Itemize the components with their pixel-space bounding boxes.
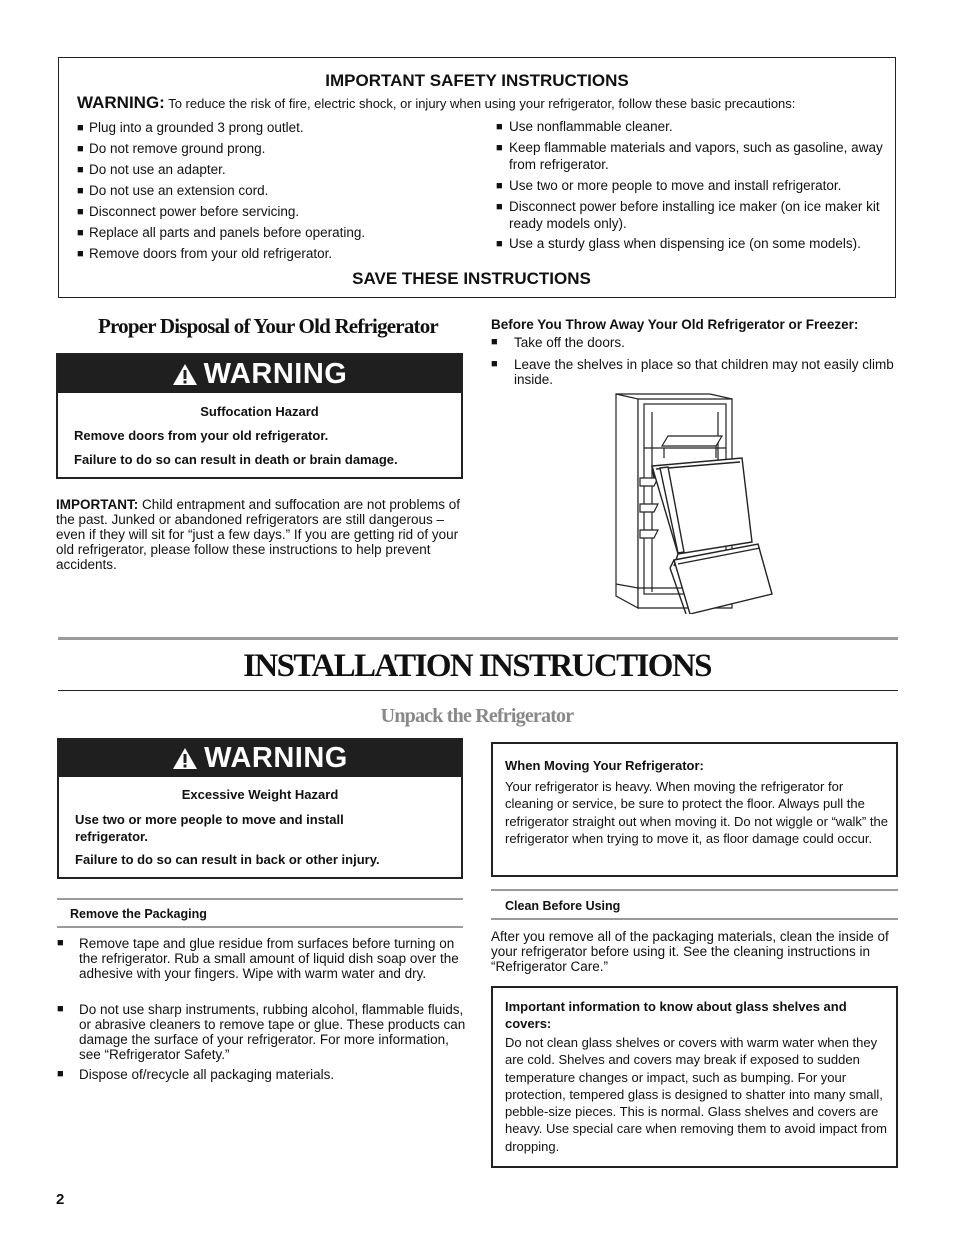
item-text: Do not remove ground prong. bbox=[89, 141, 266, 156]
item-text: Use a sturdy glass when dispensing ice (on some models). bbox=[509, 236, 861, 251]
safety-warning-line bbox=[77, 93, 887, 113]
warning-triangle-icon bbox=[172, 747, 198, 770]
safety-left-item bbox=[77, 161, 489, 178]
important-text: Child entrapment and suffocation are not problems of the past. Junked or abandoned refrigerators are still dangerous – even if they will sit for “just a few days.” If you are getting rid of your old refrigerator, please follow these instructions to help prevent accidents. bbox=[56, 497, 460, 572]
weight-warning-box bbox=[57, 738, 463, 879]
packaging-rule-bottom bbox=[57, 926, 463, 928]
important-paragraph bbox=[56, 497, 463, 572]
installation-title: INSTALLATION INSTRUCTIONS bbox=[243, 648, 711, 684]
suffocation-warning-box bbox=[56, 353, 463, 479]
warning-triangle-icon bbox=[172, 363, 198, 386]
bullet-square: ■ bbox=[491, 358, 498, 370]
packaging-item bbox=[57, 1067, 469, 1082]
safety-title: IMPORTANT SAFETY INSTRUCTIONS bbox=[325, 71, 629, 90]
item-text: Remove doors from your old refrigerator. bbox=[89, 246, 333, 261]
hazard-line-2: Failure to do so can result in back or other injury. bbox=[75, 852, 380, 867]
packaging-item bbox=[57, 1002, 469, 1062]
hazard-title: Excessive Weight Hazard bbox=[181, 787, 339, 802]
clean-text: After you remove all of the packaging materials, clean the inside of your refrigerator before using it. See the cleaning instructions in “Refrigerator Care.” bbox=[491, 929, 889, 974]
safety-warning-label: WARNING: bbox=[77, 93, 165, 112]
page-number: 2 bbox=[56, 1191, 65, 1208]
safety-instructions-box bbox=[58, 57, 896, 298]
item-text: Do not use an adapter. bbox=[89, 162, 226, 177]
packaging-rule-top bbox=[57, 898, 463, 900]
hazard-line-2: Failure to do so can result in death or brain damage. bbox=[74, 452, 398, 467]
item-text: Do not use sharp instruments, rubbing alcohol, flammable fluids, or abrasive cleaners to remove tape or glue. These products can damage the surface of your refrigerator. For more information, see “Refrigerator Safety.” bbox=[79, 1002, 466, 1062]
item-text: Replace all parts and panels before operating. bbox=[89, 225, 366, 240]
refrigerator-doors-removed-illustration bbox=[612, 392, 777, 614]
packaging-item bbox=[57, 936, 471, 981]
safety-warning-text: To reduce the risk of fire, electric shock, or injury when using your refrigerator, follow these basic precautions: bbox=[168, 96, 796, 111]
bullet-square: ■ bbox=[57, 1068, 64, 1080]
section-rule-top bbox=[58, 637, 898, 640]
packaging-heading: Remove the Packaging bbox=[70, 907, 207, 921]
before-item bbox=[491, 334, 914, 351]
item-text: Disconnect power before installing ice maker (on ice maker kit ready models only). bbox=[509, 199, 880, 231]
glass-text: Do not clean glass shelves or covers with warm water when they are cold. Shelves and covers may break if exposed to sudden temperature changes or impact, such as bumping. For your protection, tempered glass is designed to shatter into many small, pebble-size pieces. This is normal. Glass shelves and covers are heavy. Use special care when removing them to avoid impact from dropping. bbox=[505, 1035, 887, 1154]
item-text: Do not use an extension cord. bbox=[89, 183, 269, 198]
item-text: Use nonflammable cleaner. bbox=[509, 119, 673, 134]
bullet-square: ■ bbox=[491, 336, 498, 348]
item-text: Take off the doors. bbox=[514, 335, 625, 350]
safety-right-item bbox=[496, 118, 889, 135]
safety-right-item bbox=[496, 177, 889, 194]
bullet-square: ■ bbox=[57, 1003, 64, 1015]
glass-shelves-box bbox=[491, 986, 898, 1168]
item-text: Remove tape and glue residue from surfaces before turning on the refrigerator. Rub a small amount of liquid dish soap over the adhesive with your fingers. Wipe with warm water and dry. bbox=[79, 936, 459, 981]
section-rule-bottom bbox=[58, 690, 898, 691]
item-text: Keep flammable materials and vapors, such as gasoline, away from refrigerator. bbox=[509, 140, 883, 172]
unpack-subtitle: Unpack the Refrigerator bbox=[380, 705, 574, 727]
safety-right-item bbox=[496, 235, 899, 252]
hazard-line-1: Remove doors from your old refrigerator. bbox=[74, 428, 329, 443]
warning-word: WARNING bbox=[203, 357, 348, 390]
item-text: Use two or more people to move and install refrigerator. bbox=[509, 178, 842, 193]
warning-header bbox=[59, 740, 461, 777]
disposal-heading: Proper Disposal of Your Old Refrigerator bbox=[98, 314, 438, 338]
safety-left-item bbox=[77, 140, 489, 157]
before-item bbox=[491, 357, 899, 387]
moving-box bbox=[491, 742, 898, 877]
safety-left-item bbox=[77, 119, 489, 136]
safety-left-item bbox=[77, 203, 489, 220]
hazard-line-1: Use two or more people to move and install refrigerator. bbox=[75, 812, 344, 844]
glass-heading: Important information to know about glass shelves and covers: bbox=[505, 999, 847, 1031]
safety-left-item bbox=[77, 182, 489, 199]
clean-rule-top bbox=[491, 889, 898, 891]
save-instructions: SAVE THESE INSTRUCTIONS bbox=[352, 269, 591, 288]
item-text: Dispose of/recycle all packaging materials. bbox=[79, 1067, 335, 1082]
safety-right-item bbox=[496, 198, 889, 232]
clean-rule-bottom bbox=[491, 918, 898, 920]
safety-left-item bbox=[77, 224, 489, 241]
clean-heading: Clean Before Using bbox=[505, 899, 621, 913]
moving-text: Your refrigerator is heavy. When moving the refrigerator for cleaning or service, be sure to protect the floor. Always pull the refrigerator straight out when moving it. Do not wiggle or “walk” the refrigerator when trying to move it, as floor damage could occur. bbox=[505, 779, 888, 846]
item-text: Disconnect power before servicing. bbox=[89, 204, 300, 219]
hazard-title: Suffocation Hazard bbox=[200, 404, 319, 419]
safety-right-item bbox=[496, 139, 889, 173]
moving-heading: When Moving Your Refrigerator: bbox=[505, 758, 704, 773]
important-label: IMPORTANT: bbox=[56, 497, 139, 512]
warning-header bbox=[58, 355, 461, 393]
bullet-square: ■ bbox=[57, 937, 64, 949]
item-text: Plug into a grounded 3 prong outlet. bbox=[89, 120, 304, 135]
warning-word: WARNING bbox=[204, 742, 348, 774]
safety-left-item bbox=[77, 245, 489, 262]
before-heading: Before You Throw Away Your Old Refrigerator or Freezer: bbox=[491, 317, 859, 332]
item-text: Leave the shelves in place so that children may not easily climb inside. bbox=[514, 357, 894, 387]
